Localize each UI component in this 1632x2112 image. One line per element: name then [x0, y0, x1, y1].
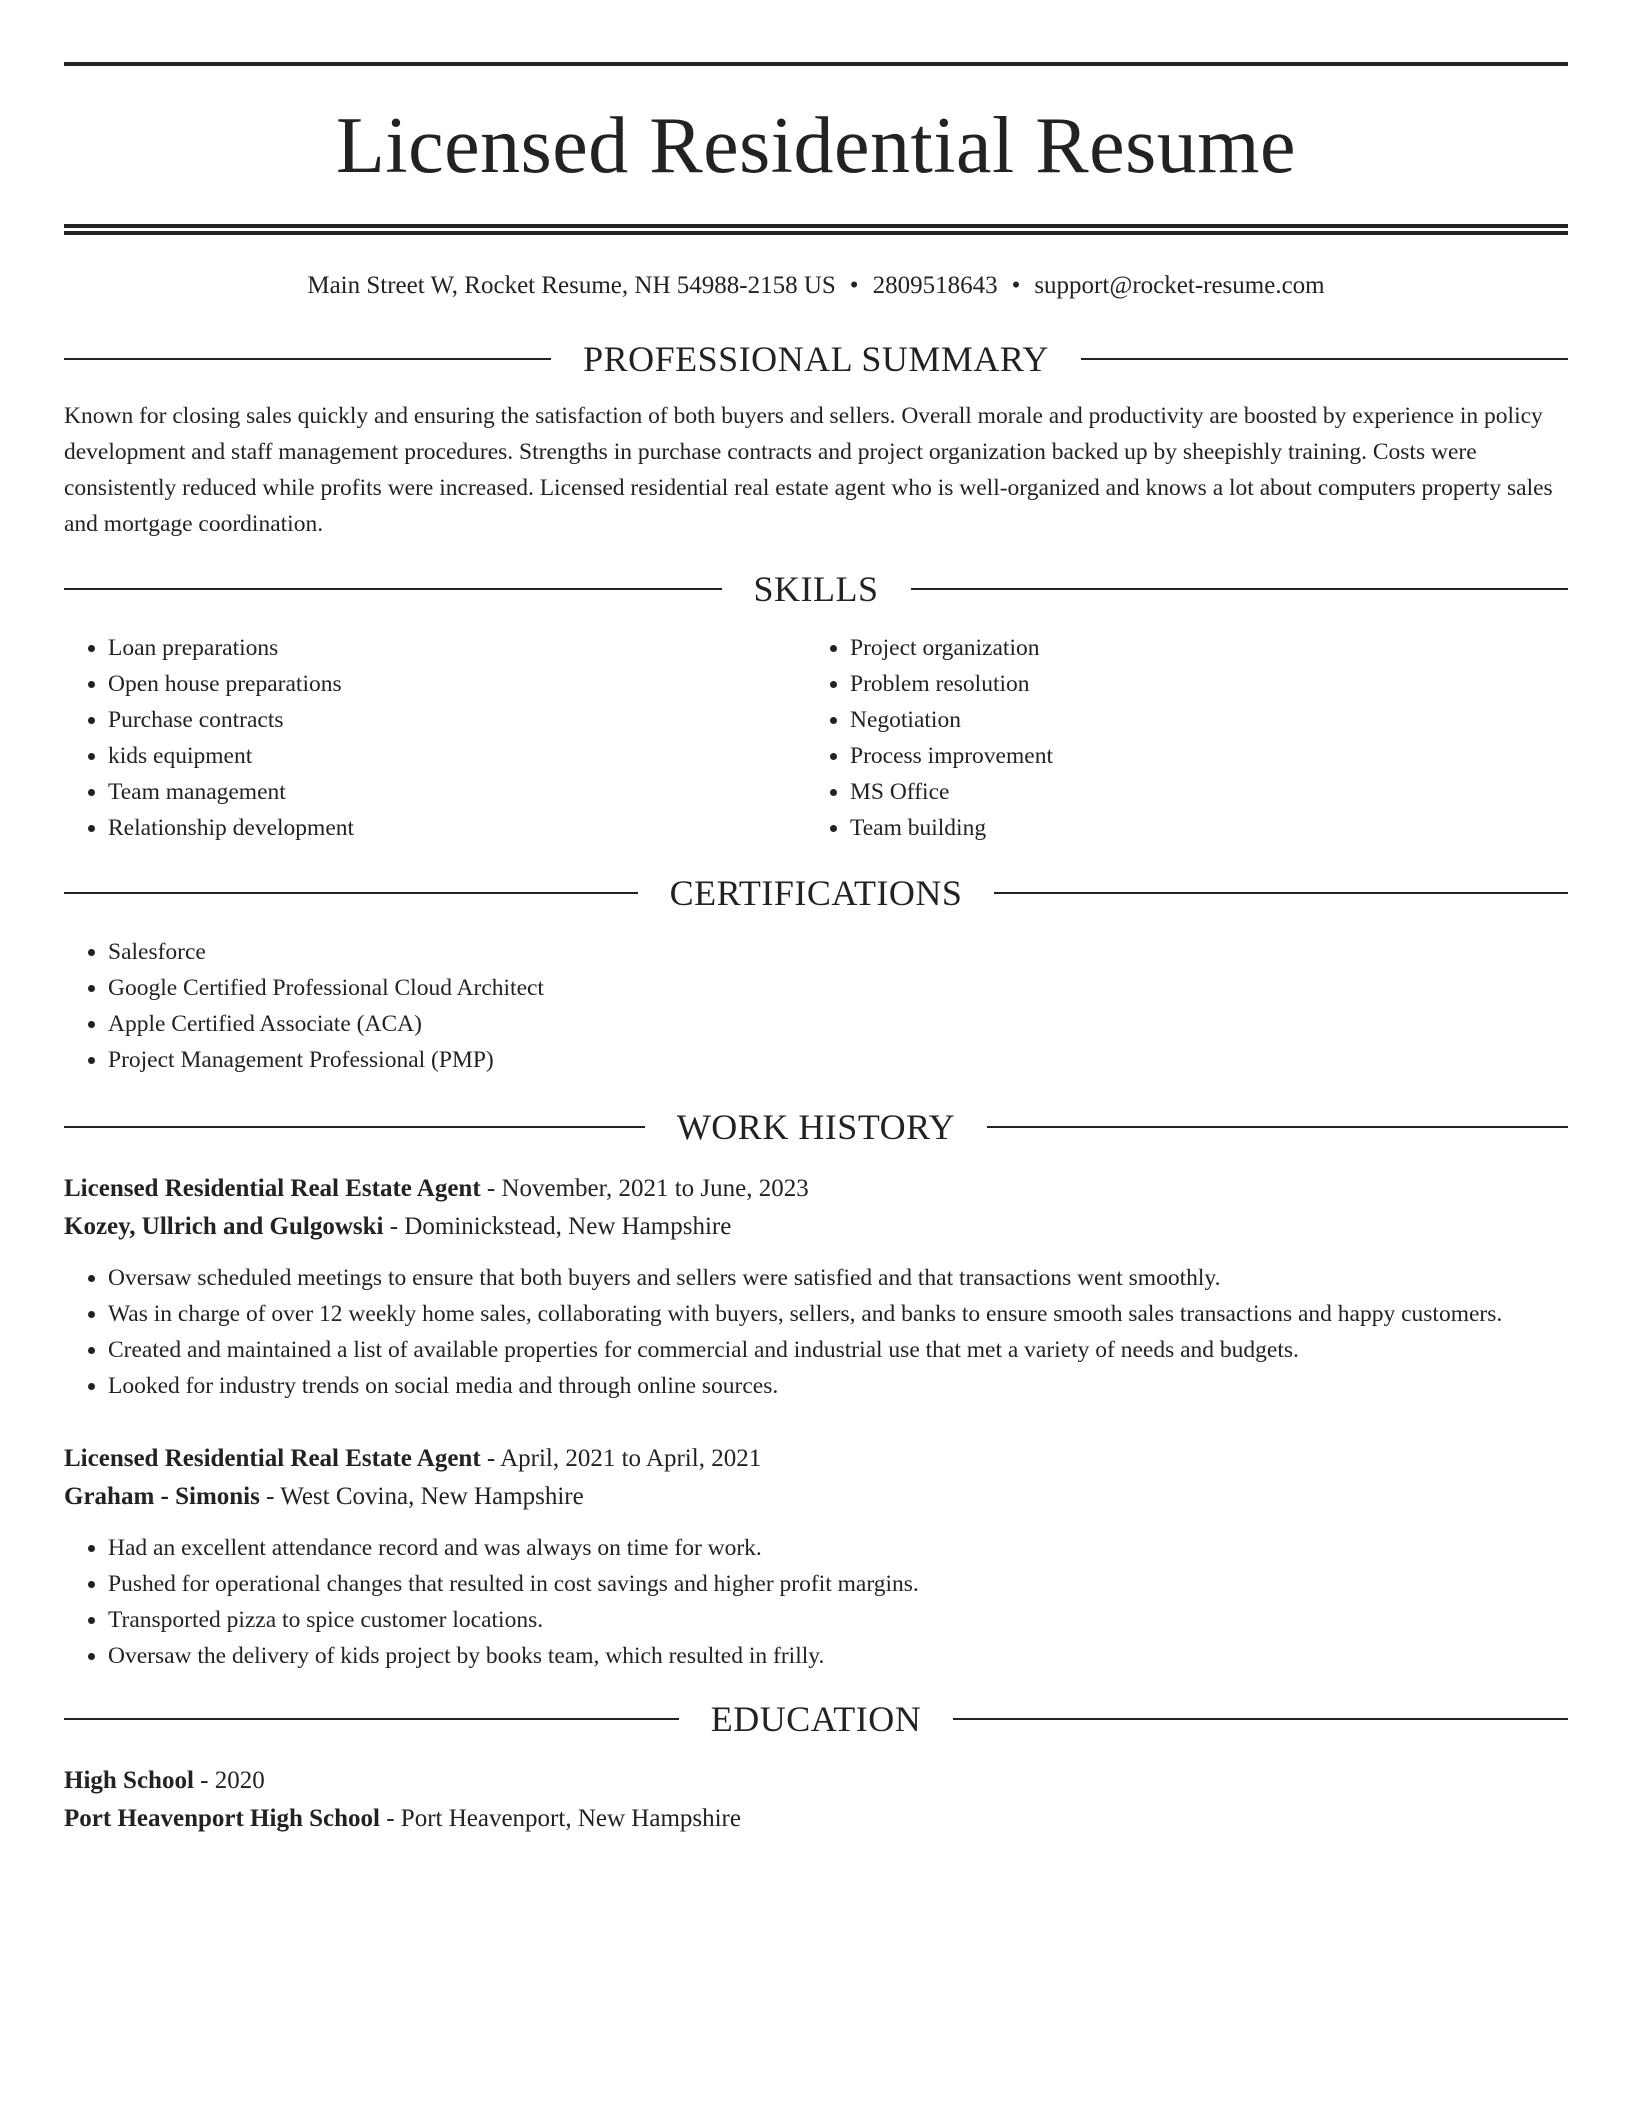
job-bullet: • Oversaw the delivery of kids project by books team, which resulted in frilly.	[108, 1638, 1568, 1674]
job-company-line	[64, 1208, 1568, 1246]
skills-list-left	[64, 630, 806, 846]
job-bullets	[64, 1530, 1568, 1674]
certifications-heading: CERTIFICATIONS	[669, 873, 963, 913]
job-bullet: • Created and maintained a list of available properties for commercial and industrial use that met a variety of needs and budgets.	[108, 1332, 1568, 1368]
heading-rule-right	[1081, 358, 1568, 360]
education-entry	[64, 1762, 1568, 1838]
heading-rule-right	[953, 1718, 1568, 1720]
summary-text: Known for closing sales quickly and ensuring the satisfaction of both buyers and sellers. Overall morale and productivity are boosted by experience in policy development and staff management procedures. Strengths in purchase contracts and project organization backed up by sheepishly training. Costs were consistently reduced while profits were increased. Licensed residential real estate agent who is well-organized and knows a lot about computers property sales and mortgage coordination.	[64, 403, 1553, 537]
skill-item: • Problem resolution	[850, 666, 1548, 702]
education-degree: High School	[64, 1767, 194, 1794]
certification-item: • Apple Certified Associate (ACA)	[108, 1006, 1568, 1042]
skill-item: • Relationship development	[108, 810, 806, 846]
top-rule	[64, 62, 1568, 66]
certification-item: • Google Certified Professional Cloud Architect	[108, 970, 1568, 1006]
skills-section-heading	[64, 564, 1568, 614]
contact-email: support@rocket-resume.com	[1034, 272, 1325, 299]
skill-item: • MS Office	[850, 774, 1548, 810]
education-degree-line	[64, 1762, 1568, 1800]
heading-rule-right	[911, 588, 1569, 590]
resume-title: Licensed Residential Resume	[336, 102, 1296, 190]
job-dates: - April, 2021 to April, 2021	[480, 1445, 762, 1472]
work-heading: WORK HISTORY	[676, 1107, 956, 1147]
certifications-list	[64, 934, 1568, 1078]
summary-section-heading	[64, 334, 1568, 384]
contact-separator: •	[1011, 272, 1021, 299]
job-location: - Dominickstead, New Hampshire	[383, 1213, 732, 1240]
title-double-rule	[64, 224, 1568, 235]
job-company: Graham - Simonis	[64, 1483, 260, 1510]
certification-item: • Project Management Professional (PMP)	[108, 1042, 1568, 1078]
job-location: - West Covina, New Hampshire	[259, 1483, 584, 1510]
heading-rule-right	[994, 892, 1568, 894]
heading-rule-right	[987, 1126, 1568, 1128]
job-company: Kozey, Ullrich and Gulgowski	[64, 1213, 384, 1240]
education-school-line	[64, 1800, 1568, 1838]
job-title: Licensed Residential Real Estate Agent	[64, 1175, 481, 1202]
job-company-line	[64, 1478, 1568, 1516]
job-entry	[64, 1440, 1568, 1674]
job-title-line	[64, 1170, 1568, 1208]
skill-item: • Team building	[850, 810, 1548, 846]
job-bullet: • Oversaw scheduled meetings to ensure that both buyers and sellers were satisfied and that transactions went smoothly.	[108, 1260, 1568, 1296]
education-location: - Port Heavenport, New Hampshire	[379, 1805, 741, 1832]
skill-item: • Process improvement	[850, 738, 1548, 774]
job-dates: - November, 2021 to June, 2023	[480, 1175, 809, 1202]
contact-address: Main Street W, Rocket Resume, NH 54988-2158 US	[307, 272, 836, 299]
certifications-section-heading	[64, 868, 1568, 918]
skill-item: • Loan preparations	[108, 630, 806, 666]
skill-item: • Project organization	[850, 630, 1548, 666]
work-section-heading	[64, 1102, 1568, 1152]
skills-columns	[64, 630, 1568, 846]
job-title: Licensed Residential Real Estate Agent	[64, 1445, 481, 1472]
job-bullet: • Pushed for operational changes that resulted in cost savings and higher profit margins.	[108, 1566, 1568, 1602]
job-bullets	[64, 1260, 1568, 1404]
skill-item: • Purchase contracts	[108, 702, 806, 738]
job-bullet: • Transported pizza to spice customer locations.	[108, 1602, 1568, 1638]
certification-item: • Salesforce	[108, 934, 1568, 970]
skill-item: • Open house preparations	[108, 666, 806, 702]
skill-item: • kids equipment	[108, 738, 806, 774]
heading-rule-left	[64, 358, 551, 360]
contact-phone: 2809518643	[872, 272, 998, 299]
skills-list-right	[806, 630, 1548, 846]
education-heading: EDUCATION	[710, 1699, 922, 1739]
skill-item: • Negotiation	[850, 702, 1548, 738]
education-school: Port Heavenport High School	[64, 1805, 380, 1832]
heading-rule-left	[64, 1126, 645, 1128]
heading-rule-left	[64, 892, 638, 894]
job-entry	[64, 1170, 1568, 1404]
skill-item: • Team management	[108, 774, 806, 810]
job-title-line	[64, 1440, 1568, 1478]
job-bullet: • Looked for industry trends on social media and through online sources.	[108, 1368, 1568, 1404]
heading-rule-left	[64, 588, 722, 590]
skills-column-right	[806, 630, 1548, 846]
contact-line	[64, 268, 1568, 304]
education-year: - 2020	[193, 1767, 265, 1794]
skills-heading: SKILLS	[753, 569, 879, 609]
heading-rule-left	[64, 1718, 679, 1720]
education-section-heading	[64, 1694, 1568, 1744]
job-bullet: • Was in charge of over 12 weekly home sales, collaborating with buyers, sellers, and banks to ensure smooth sales transactions and happy customers.	[108, 1296, 1568, 1332]
summary-heading: PROFESSIONAL SUMMARY	[583, 339, 1049, 379]
contact-separator: •	[849, 272, 859, 299]
job-bullet: • Had an excellent attendance record and was always on time for work.	[108, 1530, 1568, 1566]
skills-column-left	[64, 630, 806, 846]
